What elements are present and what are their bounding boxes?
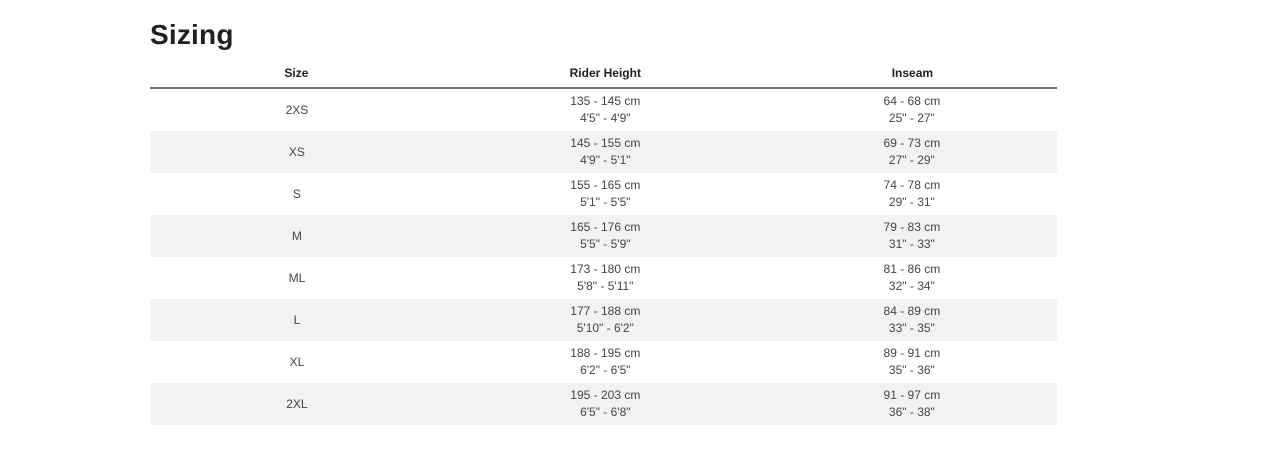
rider-height-cell	[444, 88, 767, 131]
size-label: XS	[288, 144, 305, 159]
page-title: Sizing	[150, 19, 234, 50]
rider-height-imperial: 6'2" - 6'5"	[580, 363, 631, 377]
rider-height-cm: 145 - 155 cm	[570, 136, 641, 150]
inseam-cm: 74 - 78 cm	[883, 178, 941, 192]
size-label: 2XL	[286, 396, 308, 411]
table-row	[150, 131, 1057, 173]
rider-height-cm: 177 - 188 cm	[570, 304, 641, 318]
size-cell	[150, 383, 444, 425]
rider-height-imperial: 4'9" - 5'1"	[580, 153, 631, 167]
rider-height-cell	[444, 215, 767, 257]
table-row	[150, 215, 1057, 257]
table-row	[150, 173, 1057, 215]
inseam-cell	[767, 173, 1057, 215]
table-row	[150, 257, 1057, 299]
inseam-cell	[767, 341, 1057, 383]
rider-height-imperial: 5'5" - 5'9"	[580, 237, 631, 251]
size-label: L	[293, 312, 301, 327]
table-header	[150, 62, 1057, 88]
rider-height-cm: 135 - 145 cm	[570, 94, 641, 108]
size-label: ML	[288, 270, 306, 285]
size-cell	[150, 299, 444, 341]
inseam-cell	[767, 215, 1057, 257]
rider-height-cm: 155 - 165 cm	[570, 178, 641, 192]
rider-height-imperial: 5'1" - 5'5"	[580, 195, 631, 209]
table-body	[150, 88, 1057, 425]
size-cell	[150, 88, 444, 131]
rider-height-imperial: 4'5" - 4'9"	[580, 111, 631, 125]
inseam-cell	[767, 88, 1057, 131]
inseam-imperial: 29" - 31"	[888, 195, 935, 209]
size-label: XL	[289, 354, 305, 369]
inseam-cell	[767, 257, 1057, 299]
rider-height-cm: 173 - 180 cm	[570, 262, 641, 276]
table-row	[150, 383, 1057, 425]
inseam-imperial: 32" - 34"	[888, 279, 935, 293]
column-header-rider-height: Rider Height	[444, 62, 767, 88]
table-row	[150, 299, 1057, 341]
rider-height-imperial: 6'5" - 6'8"	[580, 405, 631, 419]
rider-height-imperial: 5'8" - 5'11"	[577, 279, 634, 293]
inseam-imperial: 27" - 29"	[888, 153, 935, 167]
rider-height-cell	[444, 299, 767, 341]
rider-height-cm: 188 - 195 cm	[570, 346, 641, 360]
size-cell	[150, 173, 444, 215]
sizing-section	[150, 20, 1057, 425]
inseam-cell	[767, 383, 1057, 425]
rider-height-cell	[444, 131, 767, 173]
size-cell	[150, 341, 444, 383]
column-header-inseam: Inseam	[767, 62, 1057, 88]
inseam-cm: 84 - 89 cm	[883, 304, 941, 318]
size-cell	[150, 131, 444, 173]
rider-height-cell	[444, 341, 767, 383]
rider-height-cell	[444, 173, 767, 215]
rider-height-cell	[444, 257, 767, 299]
rider-height-cm: 195 - 203 cm	[570, 388, 641, 402]
rider-height-imperial: 5'10" - 6'2"	[576, 321, 634, 335]
inseam-cm: 79 - 83 cm	[883, 220, 941, 234]
inseam-cm: 91 - 97 cm	[883, 388, 941, 402]
inseam-imperial: 31" - 33"	[888, 237, 935, 251]
inseam-cell	[767, 131, 1057, 173]
header-row	[150, 62, 1057, 88]
inseam-cm: 81 - 86 cm	[883, 262, 941, 276]
inseam-imperial: 33" - 35"	[888, 321, 935, 335]
size-label: M	[291, 228, 302, 243]
size-label: 2XS	[285, 102, 309, 117]
rider-height-cm: 165 - 176 cm	[570, 220, 641, 234]
table-row	[150, 88, 1057, 131]
size-label: S	[292, 186, 301, 201]
inseam-cell	[767, 299, 1057, 341]
size-cell	[150, 215, 444, 257]
inseam-imperial: 25" - 27"	[888, 111, 935, 125]
sizing-table	[150, 62, 1057, 425]
inseam-cm: 69 - 73 cm	[883, 136, 941, 150]
column-header-size: Size	[150, 62, 444, 88]
inseam-cm: 89 - 91 cm	[883, 346, 941, 360]
inseam-imperial: 35" - 36"	[888, 363, 935, 377]
table-row	[150, 341, 1057, 383]
size-cell	[150, 257, 444, 299]
inseam-imperial: 36" - 38"	[888, 405, 935, 419]
inseam-cm: 64 - 68 cm	[883, 94, 941, 108]
rider-height-cell	[444, 383, 767, 425]
